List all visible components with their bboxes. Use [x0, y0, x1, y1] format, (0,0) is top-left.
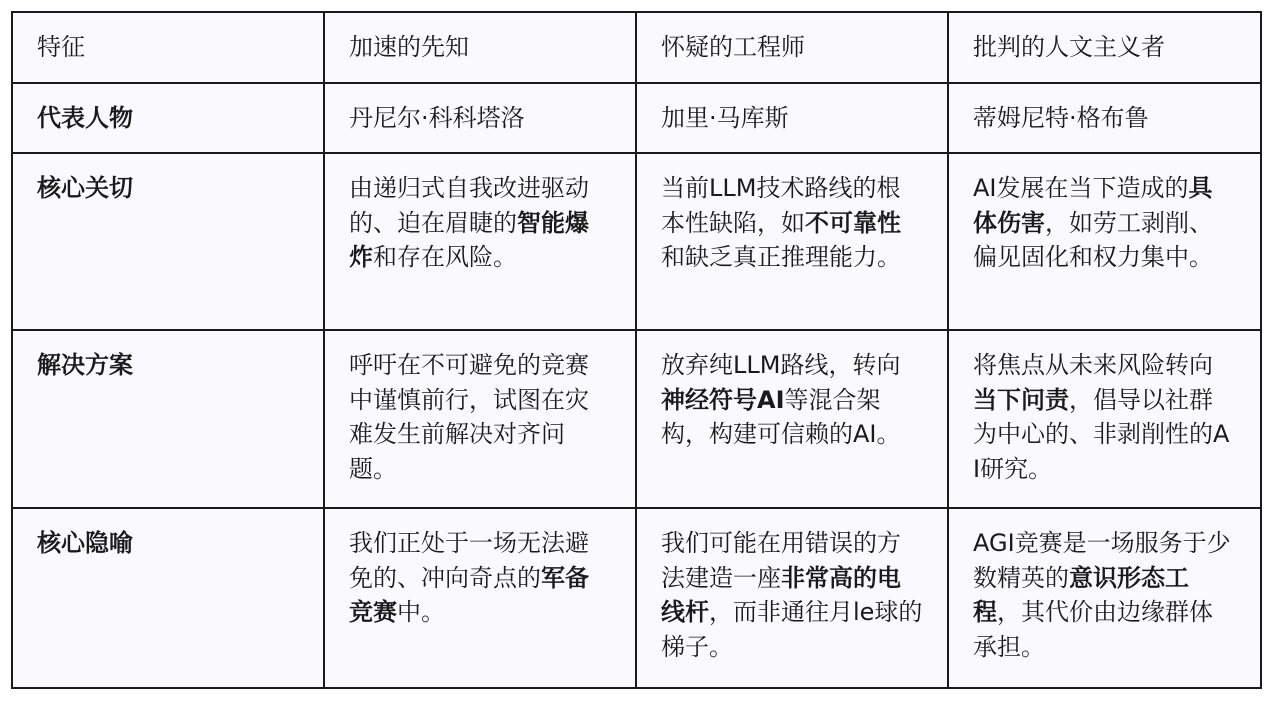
- cell-text: ，其代价由边缘群体承担。: [973, 598, 1213, 661]
- cell-text: 等混合架构，构建可信赖的AI。: [661, 385, 901, 448]
- cell-text: 放弃纯LLM路线，转向: [661, 351, 901, 379]
- cell-text: 加里·马库斯: [661, 103, 789, 132]
- emphasis-text: 当下问责: [973, 385, 1069, 414]
- cell-text: AI发展在当下造成的: [973, 174, 1189, 202]
- table-row: [12, 330, 1261, 508]
- table-cell: [324, 153, 636, 330]
- emphasis-text: 非常高的电线杆: [661, 563, 901, 626]
- table-cell: [636, 153, 948, 330]
- cell-text: 将焦点从未来风险转向: [973, 351, 1213, 379]
- cell-text: 中。: [397, 598, 445, 626]
- cell-text: ，而非通往月le球的梯子。: [661, 598, 923, 661]
- cell-text: ，如劳工剥削、偏见固化和权力集中。: [973, 208, 1213, 271]
- cell-text: 蒂姆尼特·格布鲁: [973, 103, 1149, 132]
- table-cell: [324, 83, 636, 154]
- row-label: 核心关切: [12, 153, 324, 330]
- cell-text: 当前LLM技术路线的根本性缺陷，如: [661, 174, 901, 237]
- emphasis-text: 神经符号AI: [661, 385, 785, 414]
- header-row: [12, 12, 1261, 83]
- emphasis-text: 意识形态工程: [973, 563, 1189, 626]
- emphasis-text: 智能爆炸: [349, 208, 589, 271]
- cell-text: 和存在风险。: [373, 243, 517, 271]
- table-cell: [324, 508, 636, 688]
- table-cell: [636, 83, 948, 154]
- emphasis-text: 不可靠性: [805, 208, 901, 237]
- table-row: [12, 83, 1261, 154]
- table-cell: [636, 330, 948, 508]
- table-cell: [948, 330, 1261, 508]
- table-cell: [636, 508, 948, 688]
- row-label: 代表人物: [12, 83, 324, 154]
- cell-text: 我们正处于一场无法避免的、冲向奇点的: [349, 529, 589, 592]
- table-row: [12, 508, 1261, 688]
- emphasis-text: 军备竞赛: [349, 563, 589, 626]
- row-label: 核心隐喻: [12, 508, 324, 688]
- comparison-table: [11, 11, 1262, 689]
- header-critical-humanist: 批判的人文主义者: [948, 12, 1261, 83]
- cell-text: 和缺乏真正推理能力。: [661, 243, 901, 271]
- cell-text: 我们可能在用错误的方法建造一座: [661, 529, 901, 592]
- cell-text: 呼吁在不可避免的竞赛中谨慎前行，试图在灾难发生前解决对齐问题。: [349, 351, 589, 483]
- table-cell: [948, 83, 1261, 154]
- row-label: 解决方案: [12, 330, 324, 508]
- header-accelerating-prophet: 加速的先知: [324, 12, 636, 83]
- header-feature: 特征: [12, 12, 324, 83]
- cell-text: AGI竞赛是一场服务于少数精英的: [973, 529, 1231, 592]
- cell-text: 丹尼尔·科科塔洛: [349, 103, 525, 132]
- emphasis-text: 具体伤害: [973, 174, 1213, 237]
- cell-text: ，倡导以社群为中心的、非剥削性的AI研究。: [973, 385, 1230, 483]
- table-cell: [948, 153, 1261, 330]
- table-cell: [324, 330, 636, 508]
- header-skeptical-engineer: 怀疑的工程师: [636, 12, 948, 83]
- table-row: [12, 153, 1261, 330]
- table-cell: [948, 508, 1261, 688]
- cell-text: 由递归式自我改进驱动的、迫在眉睫的: [349, 174, 589, 237]
